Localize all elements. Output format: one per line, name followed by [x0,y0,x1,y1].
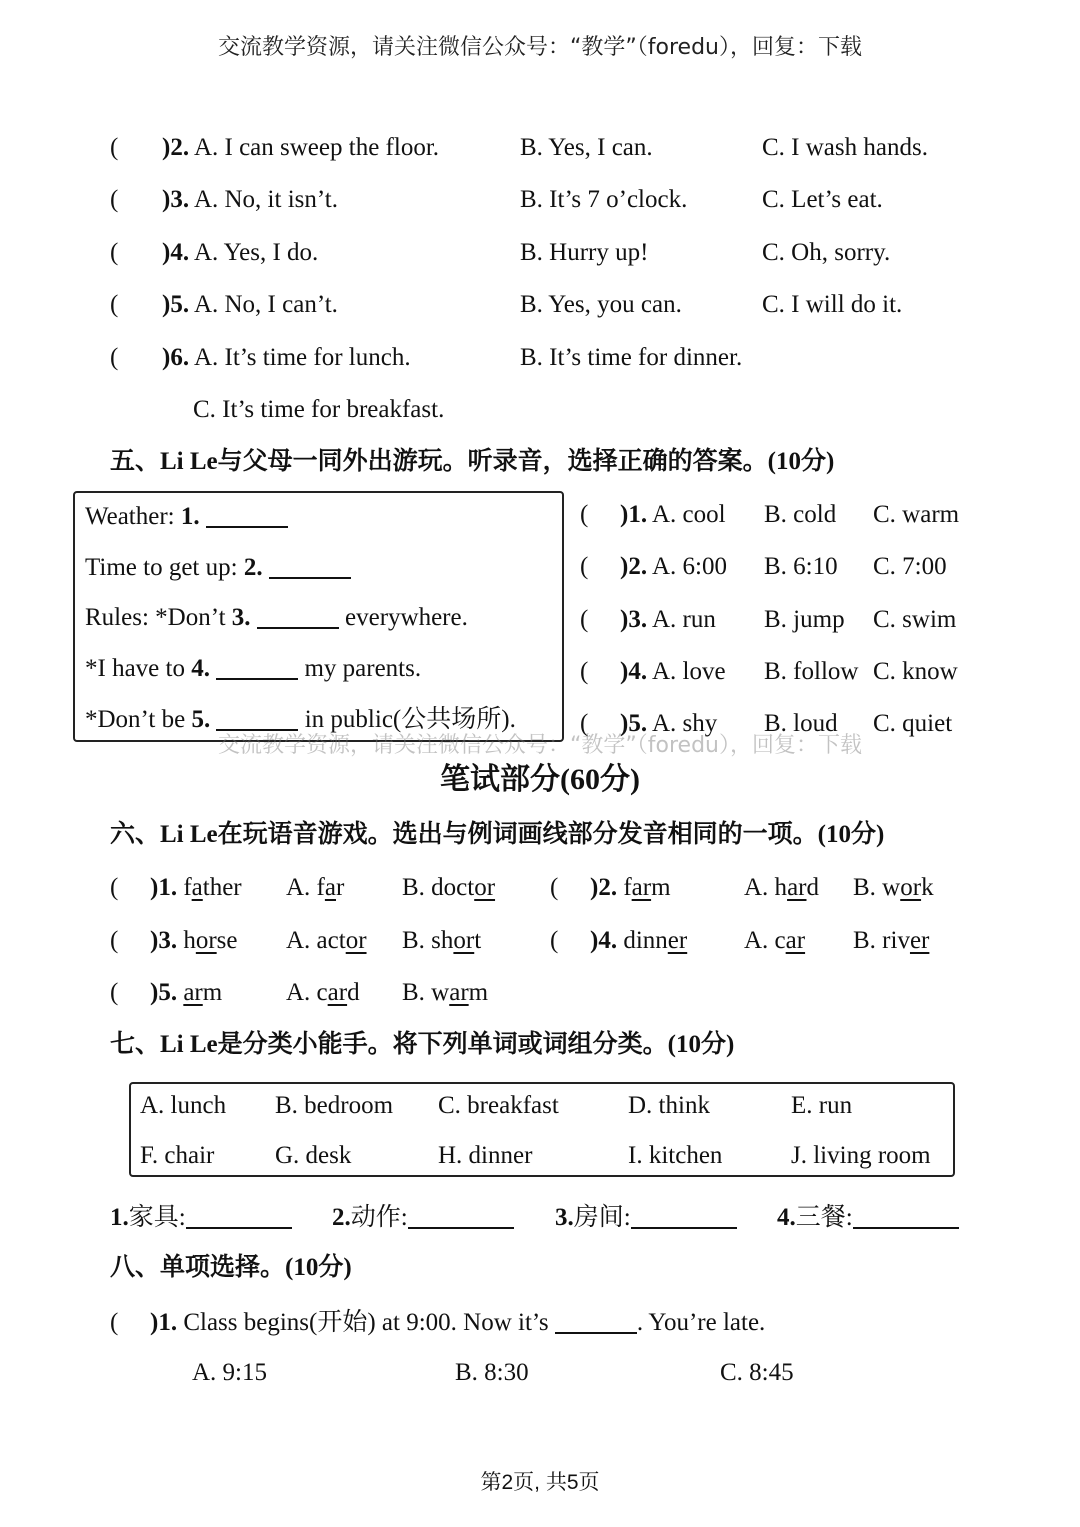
part5-choice-2-b: B. 6:10 [764,553,838,580]
part5-choice-4-b: B. follow [764,658,859,685]
part4-item-4: ( )4. A. Yes, I do. [110,239,319,266]
category-4: 4.三餐: [777,1201,959,1233]
part4-item-5-c: C. I will do it. [762,291,903,318]
part8-q1-blank[interactable] [555,1306,637,1334]
word-e: E. run [791,1092,853,1119]
part6-item-2: ( )2. farm [550,874,671,901]
category-3: 3.房间: [555,1201,737,1233]
page-number: 第2页, 共5页 [480,1471,600,1494]
part5-choice-2-c: C. 7:00 [873,553,947,580]
part4-item-6-c: C. It’s time for breakfast. [193,396,445,423]
category-1: 1.家具: [110,1201,292,1233]
word-b: B. bedroom [275,1092,394,1119]
part6-item-3-b: B. short [402,927,482,954]
part5-choice-3: ( )3. A. run [580,606,716,633]
part4-item-5-b: B. Yes, you can. [520,291,682,318]
part6-item-3: ( )3. horse [110,927,238,954]
part6-item-3-a: A. actor [286,927,367,954]
category-2-blank[interactable] [408,1201,514,1229]
part6-title: 六、Li Le在玩语音游戏。选出与例词画线部分发音相同的一项。(10分) [110,821,885,848]
part7-title: 七、Li Le是分类小能手。将下列单词或词组分类。(10分) [110,1031,735,1058]
part4-item-6-b: B. It’s time for dinner. [520,344,743,371]
part5-choice-5-b: B. loud [764,710,838,737]
part8-question-1: ( )1. Class begins(开始) at 9:00. Now it’s . You’re late. [110,1306,765,1338]
part8-q1-option-c: C. 8:45 [720,1359,794,1386]
part8-title: 八、单项选择。(10分) [110,1254,352,1281]
part6-item-5: ( )5. arm [110,979,223,1006]
part6-item-5-b: B. warm [402,979,489,1006]
notes-line-3: Rules: *Don’t 3. everywhere. [85,601,468,633]
part8-q1-option-a: A. 9:15 [192,1359,267,1386]
part6-item-2-b: B. work [853,874,934,901]
part5-choice-4: ( )4. A. love [580,658,726,685]
word-c: C. breakfast [438,1092,559,1119]
part6-item-4-a: A. car [744,927,806,954]
mid-watermark: 交流教学资源，请关注微信公众号：“教学”（foredu），回复：下载 [217,733,862,758]
word-j: J. living room [791,1142,931,1169]
blank-4[interactable] [216,652,298,680]
part4-item-3-c: C. Let’s eat. [762,186,883,213]
blank-3[interactable] [257,601,339,629]
part4-item-4-b: B. Hurry up! [520,239,649,266]
part4-item-5: ( )5. A. No, I can’t. [110,291,338,318]
part6-item-1-a: A. far [286,874,345,901]
written-section-title: 笔试部分(60分) [440,763,640,796]
part4-item-2-c: C. I wash hands. [762,134,928,161]
part4-item-6: ( )6. A. It’s time for lunch. [110,344,411,371]
word-a: A. lunch [140,1092,227,1119]
notes-line-5: *Don’t be 5. in public(公共场所). [85,703,516,735]
part4-item-2: ( )2. A. I can sweep the floor. [110,134,440,161]
blank-2[interactable] [269,551,351,579]
part4-item-4-c: C. Oh, sorry. [762,239,891,266]
part5-choice-2: ( )2. A. 6:00 [580,553,727,580]
part5-choice-1-c: C. warm [873,501,960,528]
word-g: G. desk [275,1142,352,1169]
notes-line-2: Time to get up: 2. [85,551,351,583]
part4-item-2-b: B. Yes, I can. [520,134,653,161]
part6-item-2-a: A. hard [744,874,819,901]
part8-q1-option-b: B. 8:30 [455,1359,529,1386]
part5-choice-1: ( )1. A. cool [580,501,726,528]
blank-1[interactable] [206,500,288,528]
part5-choice-3-b: B. jump [764,606,845,633]
word-h: H. dinner [438,1142,533,1169]
part6-item-1: ( )1. father [110,874,242,901]
part5-choice-5: ( )5. A. shy [580,710,718,737]
notes-line-4: *I have to 4. my parents. [85,652,421,684]
blank-5[interactable] [216,703,298,731]
part5-title: 五、Li Le与父母一同外出游玩。听录音，选择正确的答案。(10分) [110,448,835,475]
part6-item-1-b: B. doctor [402,874,496,901]
notes-line-1: Weather: 1. [85,500,288,532]
word-d: D. think [628,1092,710,1119]
category-1-blank[interactable] [186,1201,292,1229]
word-f: F. chair [140,1142,215,1169]
part5-choice-3-c: C. swim [873,606,957,633]
category-3-blank[interactable] [631,1201,737,1229]
part6-item-4-b: B. river [853,927,930,954]
part4-item-3: ( )3. A. No, it isn’t. [110,186,338,213]
part6-item-5-a: A. card [286,979,360,1006]
part4-item-3-b: B. It’s 7 o’clock. [520,186,688,213]
part5-choice-5-c: C. quiet [873,710,953,737]
header-watermark: 交流教学资源，请关注微信公众号：“教学”（foredu），回复：下载 [217,35,862,60]
part5-choice-4-c: C. know [873,658,958,685]
category-2: 2.动作: [332,1201,514,1233]
part5-choice-1-b: B. cold [764,501,837,528]
part6-item-4: ( )4. dinner [550,927,688,954]
word-i: I. kitchen [628,1142,723,1169]
category-4-blank[interactable] [853,1201,959,1229]
